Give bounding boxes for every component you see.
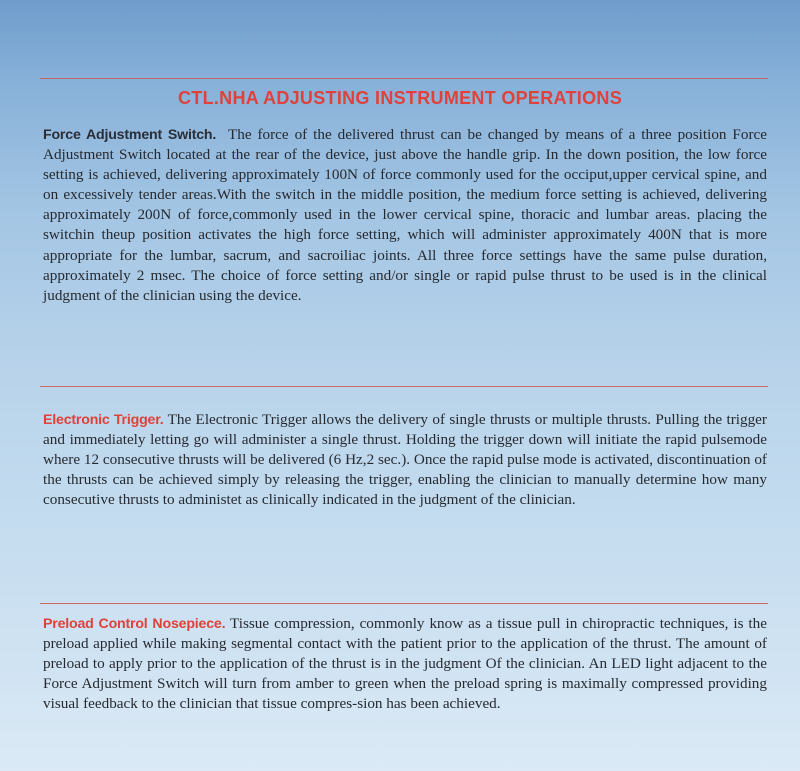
force-adjustment-heading: Force Adjustment Switch. [43,127,217,143]
electronic-trigger-heading: Electronic Trigger. [43,412,164,428]
electronic-trigger-text: The Electronic Trigger allows the delivery of single thrusts or multiple thrusts. Pulling the trigger and immediately letting go will administer a single thrust. Holding the trigger down will initiate the rapid pulsemode where 12 consecutive thrusts will be delivered (6 Hz,2 sec.). Once the rapid pulse mode is activated, discontinuation of the thrusts can be achieved simply by releasing the trigger, enabling the clinician to manually determine how many consecutive thrusts to administet as clinically indicated in the judgment of the clinician. [43,411,767,509]
force-adjustment-text: The force of the delivered thrust can be changed by means of a three position Force Adjustment Switch located at the rear of the device, just above the handle grip. In the down position, the low force setting is achieved, delivering approximately 100N of force commonly used for the occiput,upper cervical spine, and on excessively tender areas.With the switch in the middle position, the medium force setting is achieved, delivering approximately 200N of force,commonly used in the lower cervical spine, thoracic and lumbar areas. placing the switchin theup position activates the high force setting, which will administer approximately 400N that is more appropriate for the lumbar, sacrum, and sacroiliac joints. All three force settings have the same pulse duration, approximately 2 msec. The choice of force setting and/or single or rapid pulse thrust to be used is in the clinical judgment of the clinician using the device. [43,126,768,304]
preload-control-text: Tissue compression, commonly know as a tissue pull in chiropractic techniques, is the preload applied while making segmental contact with the patient prior to the application of the thrust. The amount of preload to apply prior to the application of the thrust is in the judgment Of the clinician. An LED light adjacent to the Force Adjustment Switch will turn from amber to green when the preload spring is maximally compressed providing visual feedback to the clinician that tissue compres-sion has been achieved. [43,615,767,713]
section-divider-2 [40,603,768,604]
electronic-trigger-section [43,410,767,510]
force-adjustment-section [43,125,767,306]
preload-control-section [43,614,767,714]
top-divider [40,78,768,79]
section-divider-1 [40,386,768,387]
preload-control-heading: Preload Control Nosepiece. [43,616,226,632]
page-title: CTL.NHA ADJUSTING INSTRUMENT OPERATIONS [177,88,623,108]
